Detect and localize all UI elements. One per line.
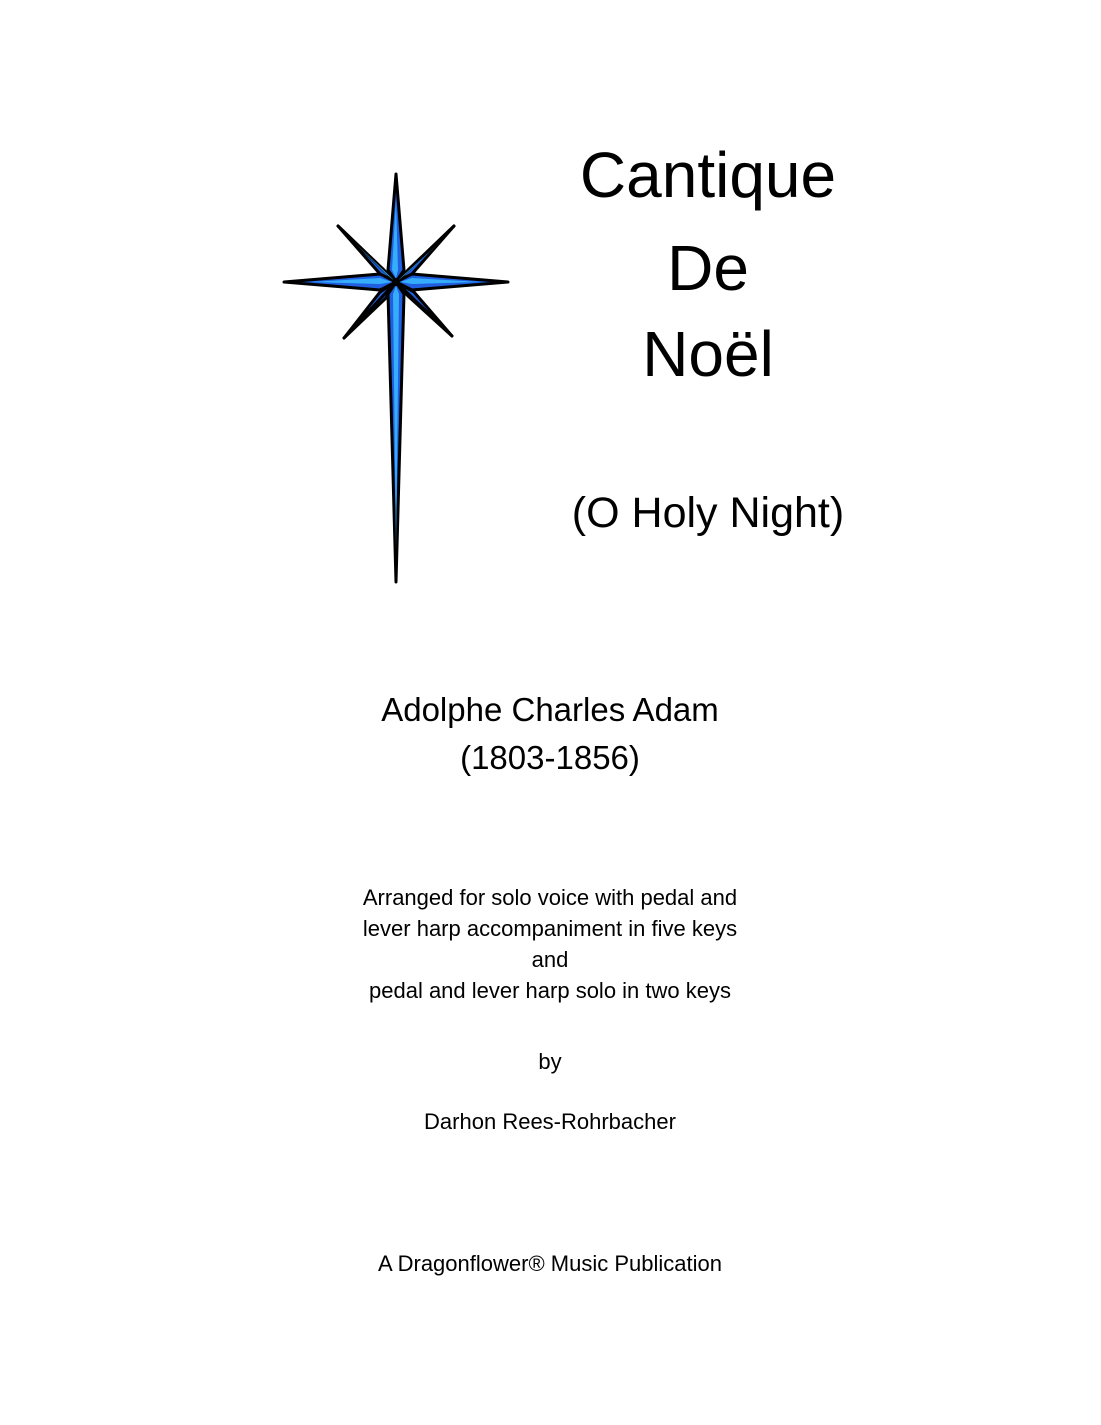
title-line-2: De (667, 232, 749, 304)
arrangement-line: Arranged for solo voice with pedal and (362, 885, 738, 910)
arrangement-description (250, 882, 850, 1006)
arrangement-line: pedal and lever harp solo in two keys (369, 978, 731, 1003)
title-line-3: Noël (642, 318, 774, 390)
subtitle: (O Holy Night) (571, 489, 845, 537)
composer-name: Adolphe Charles Adam (381, 691, 719, 728)
by-label: by (538, 1049, 562, 1074)
publisher-line: A Dragonflower® Music Publication (378, 1251, 722, 1276)
arranger-name: Darhon Rees-Rohrbacher (424, 1109, 676, 1134)
arrangement-line: lever harp accompaniment in five keys (362, 916, 738, 941)
arrangement-line: and (531, 947, 569, 972)
title-line-1: Cantique (579, 139, 837, 211)
composer-block (250, 686, 850, 782)
star-of-bethlehem-icon (280, 170, 515, 590)
composer-dates: (1803-1856) (460, 738, 640, 776)
